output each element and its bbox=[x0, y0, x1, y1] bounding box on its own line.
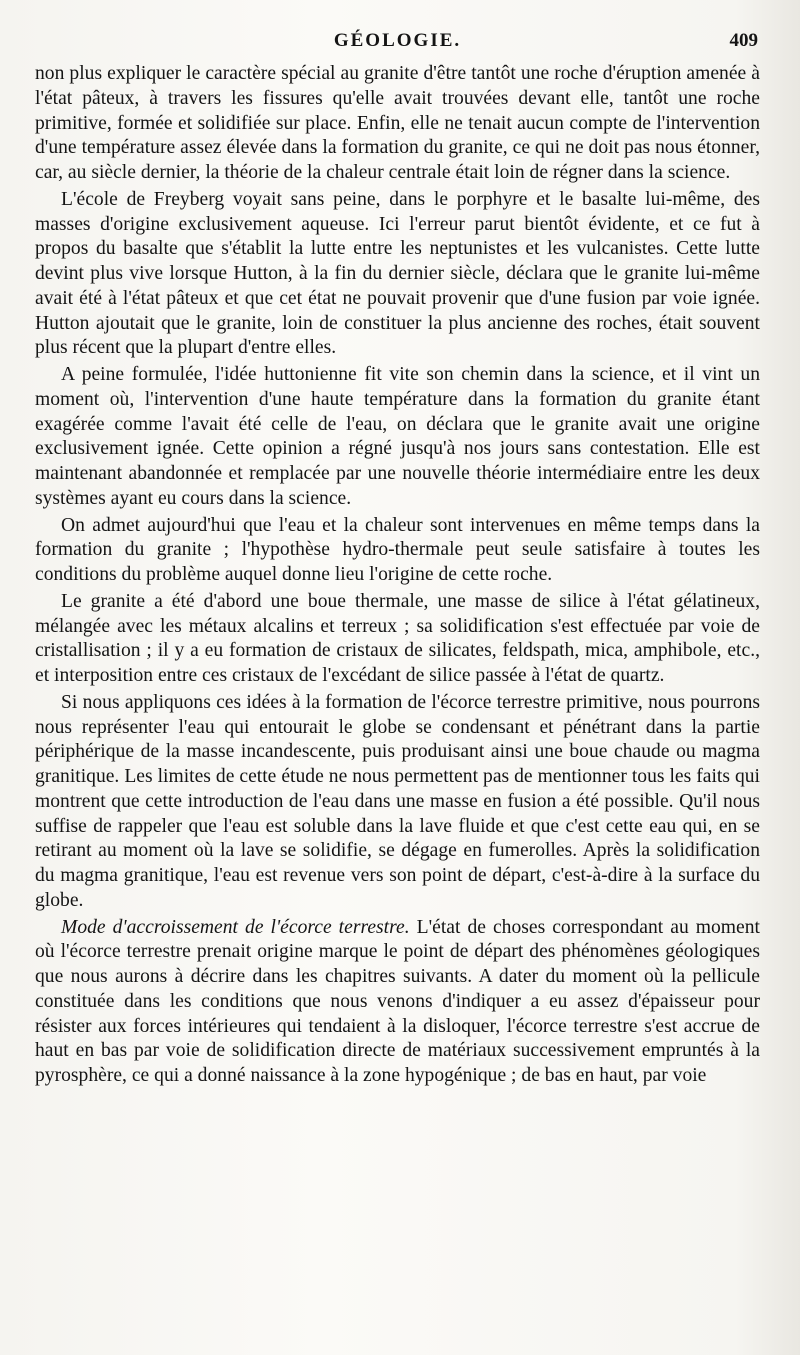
page-number: 409 bbox=[729, 30, 758, 51]
section-run-in-heading: Mode d'accroissement de l'écorce terrestre. bbox=[61, 916, 410, 938]
paragraph-ecorce-primitive: Si nous appliquons ces idées à la formation de l'écorce terrestre primitive, nous pourrons nous représenter l'eau qui entourait le globe se condensant et pénétrant dans la partie périphérique de la masse incandescente, puis produisant ainsi une boue chaude ou magma granitique. Les limites de cette étude ne nous permettent pas de mentionner tous les faits qui montrent que cette introduction de l'eau dans une masse en fusion a été possible. Qu'il nous suffise de rappeler que l'eau est soluble dans la lave fluide et que c'est cette eau qui, en se retirant au moment où la lave se solidifie, se dégage en fumerolles. Après la solidification du magma granitique, l'eau est revenue vers son point de départ, c'est-à-dire à la surface du globe. bbox=[35, 691, 760, 911]
paragraph-mode-accroissement-text: L'état de choses correspondant au moment où l'écorce terrestre prenait origine marque le point de départ des phénomènes géologiques que nous aurons à décrire dans les chapitres suivants. A dater du moment où la pellicule constituée dans les conditions que nous venons d'indiquer a eu assez d'épaisseur pour résister aux forces intérieures qui tendaient à la disloquer, l'écorce terrestre s'est accrue de haut en bas par voie de solidification directe de matériaux successivement empruntés à la pyrosphère, ce qui a donné naissance à la zone hypogénique ; de bas en haut, par voie bbox=[35, 916, 760, 1086]
paragraph-continuation: non plus expliquer le caractère spécial au granite d'être tantôt une roche d'éruption amenée à l'état pâteux, à travers les fissures qu'elle avait trouvées devant elle, tantôt une roche primitive, formée et solidifiée sur place. Enfin, elle ne tenait aucun compte de l'intervention d'une température assez élevée dans la formation du granite, ce qui ne doit pas nous étonner, car, au siècle dernier, la théorie de la chaleur centrale était loin de régner dans la science. bbox=[35, 63, 760, 183]
body-text bbox=[35, 62, 760, 1089]
paragraph-hydro-thermale: On admet aujourd'hui que l'eau et la chaleur sont intervenues en même temps dans la formation du granite ; l'hypothèse hydro-thermale peut seule satisfaire à toutes les conditions du problème auquel donne lieu l'origine de cette roche. bbox=[35, 514, 760, 585]
running-head bbox=[35, 30, 760, 56]
running-title: GÉOLOGIE. bbox=[333, 30, 462, 51]
paragraph-huttonienne: A peine formulée, l'idée huttonienne fit vite son chemin dans la science, et il vint un moment où, l'intervention d'une haute température dans la formation du granite étant exagérée comme l'avait été celle de l'eau, on déclara que le granite avait une origine exclusivement ignée. Cette opinion a régné jusqu'à nos jours sans contestation. Elle est maintenant abandonnée et remplacée par une nouvelle théorie intermédiaire entre les deux systèmes ayant eu cours dans la science. bbox=[35, 364, 760, 509]
paragraph-mode-accroissement bbox=[35, 916, 760, 1089]
paragraph-freyberg: L'école de Freyberg voyait sans peine, dans le porphyre et le basalte lui-même, des masses d'origine exclusivement aqueuse. Ici l'erreur parut bientôt évidente, et ce fut à propos du basalte que s'établit la lutte entre les neptunistes et les vulcanistes. Cette lutte devint plus vive lorsque Hutton, à la fin du dernier siècle, déclara que le granite lui-même avait été à l'état pâteux et que cet état ne pouvait provenir que d'une fusion par voie ignée. Hutton ajoutait que le granite, loin de constituer la plus ancienne des roches, était souvent plus récent que la plupart d'entre elles. bbox=[35, 188, 760, 359]
paragraph-boue-thermale: Le granite a été d'abord une boue thermale, une masse de silice à l'état gélatineux, mélangée avec les métaux alcalins et terreux ; sa solidification s'est effectuée par voie de cristallisation ; il y a eu formation de cristaux de silicates, feldspath, mica, amphibole, etc., et interposition entre ces cristaux de l'excédant de silice passée à l'état de quartz. bbox=[35, 590, 760, 686]
